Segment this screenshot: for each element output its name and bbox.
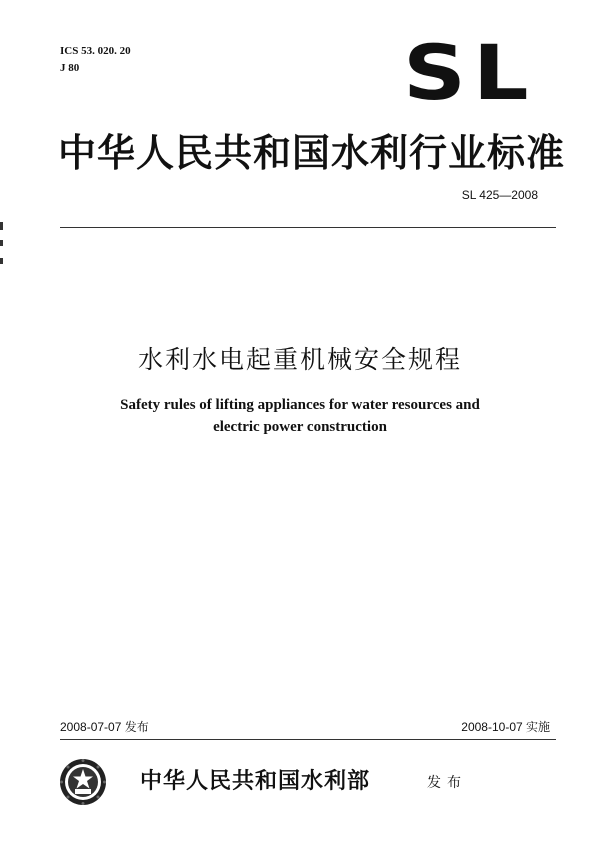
binding-mark [0, 258, 3, 264]
classification-code: J 80 [60, 62, 80, 74]
sl-logo [403, 28, 537, 117]
issue-date: 2008-07-07 发布 [60, 720, 149, 734]
english-title-line-2: electric power construction [213, 419, 387, 435]
top-divider [60, 227, 556, 228]
national-emblem-icon [58, 757, 108, 807]
document-title-chinese: 水利水电起重机械安全规程 [137, 345, 462, 374]
ics-code: ICS 53. 020. 20 [60, 45, 131, 57]
standard-category: 中华人民共和国水利行业标准 [58, 131, 566, 175]
implementation-date: 2008-10-07 实施 [461, 720, 550, 734]
english-title-line-1: Safety rules of lifting appliances for water resources and [120, 397, 480, 413]
binding-mark [0, 222, 3, 230]
binding-mark [0, 240, 3, 246]
standard-code: SL 425—2008 [461, 188, 538, 202]
sl-logo-text: SL [403, 28, 536, 117]
document-title-english [0, 394, 600, 438]
issuing-authority: 中华人民共和国水利部 [140, 769, 371, 794]
bottom-divider [60, 739, 556, 740]
issue-label: 发布 [427, 775, 467, 791]
